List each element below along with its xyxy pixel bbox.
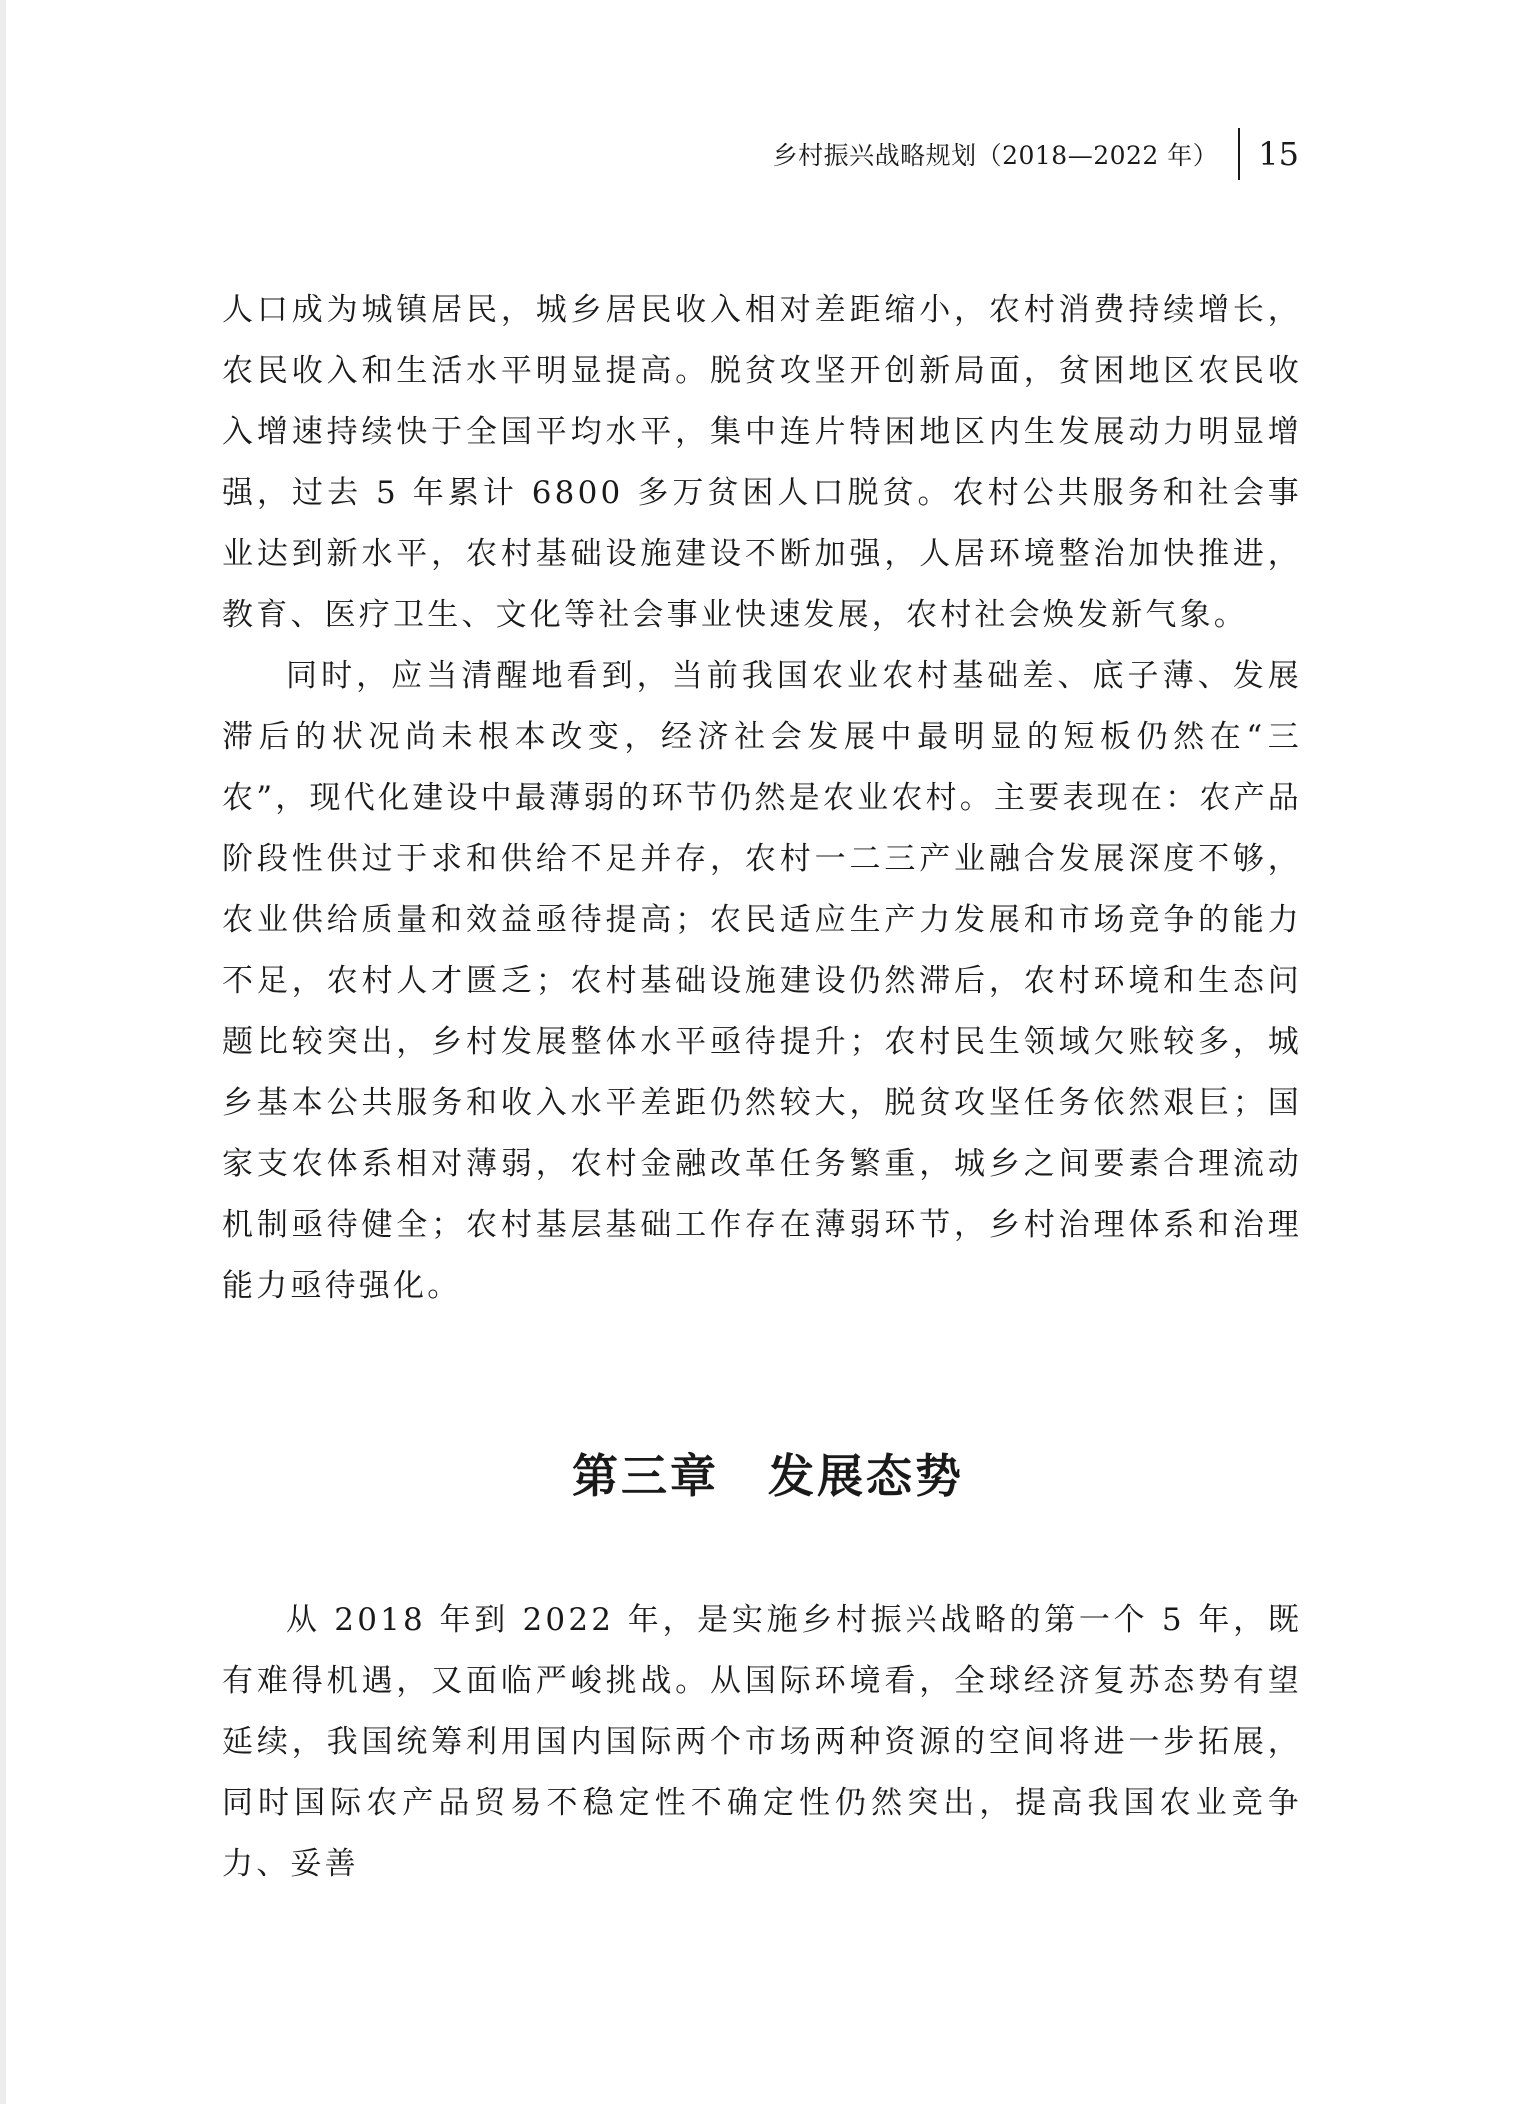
header-title: 乡村振兴战略规划（2018—2022 年）: [772, 141, 1219, 170]
paragraph: 同时，应当清醒地看到，当前我国农业农村基础差、底子薄、发展滞后的状况尚未根本改变，经济社会发展中最明显的短板仍然在“三农”，现代化建设中最薄弱的环节仍然是农业农村。主要表现在：农产品阶段性供过于求和供给不足并存，农村一二三产业融合发展深度不够，农业供给质量和效益亟待提高；农民适应生产力发展和市场竞争的能力不足，农村人才匮乏；农村基础设施建设仍然滞后，农村环境和生态问题比较突出，乡村发展整体水平亟待提升；农村民生领域欠账较多，城乡基本公共服务和收入水平差距仍然较大，脱贫攻坚任务依然艰巨；国家支农体系相对薄弱，农村金融改革任务繁重，城乡之间要素合理流动机制亟待健全；农村基层基础工作存在薄弱环节，乡村治理体系和治理能力亟待强化。: [222, 658, 1302, 1304]
page-number: 15: [1258, 135, 1299, 173]
body-text-after-chapter: [222, 1590, 1302, 1895]
paragraph: 从 2018 年到 2022 年，是实施乡村振兴战略的第一个 5 年，既有难得机遇，又面临严峻挑战。从国际环境看，全球经济复苏态势有望延续，我国统筹利用国内国际两个市场两种资源的空间将进一步拓展，同时国际农产品贸易不稳定性不确定性仍然突出，提高我国农业竞争力、妥善: [222, 1602, 1302, 1882]
body-text-before-chapter: [222, 280, 1302, 1317]
running-header: [773, 128, 1299, 180]
paragraph: 人口成为城镇居民，城乡居民收入相对差距缩小，农村消费持续增长，农民收入和生活水平明显提高。脱贫攻坚开创新局面，贫困地区农民收入增速持续快于全国平均水平，集中连片特困地区内生发展动力明显增强，过去 5 年累计 6800 多万贫困人口脱贫。农村公共服务和社会事业达到新水平，农村基础设施建设不断加强，人居环境整治加快推进，教育、医疗卫生、文化等社会事业快速发展，农村社会焕发新气象。: [222, 292, 1302, 633]
header-divider: [1238, 128, 1240, 180]
chapter-heading: 第三章 发展态势: [572, 1449, 964, 1503]
page-edge: [0, 0, 6, 2104]
